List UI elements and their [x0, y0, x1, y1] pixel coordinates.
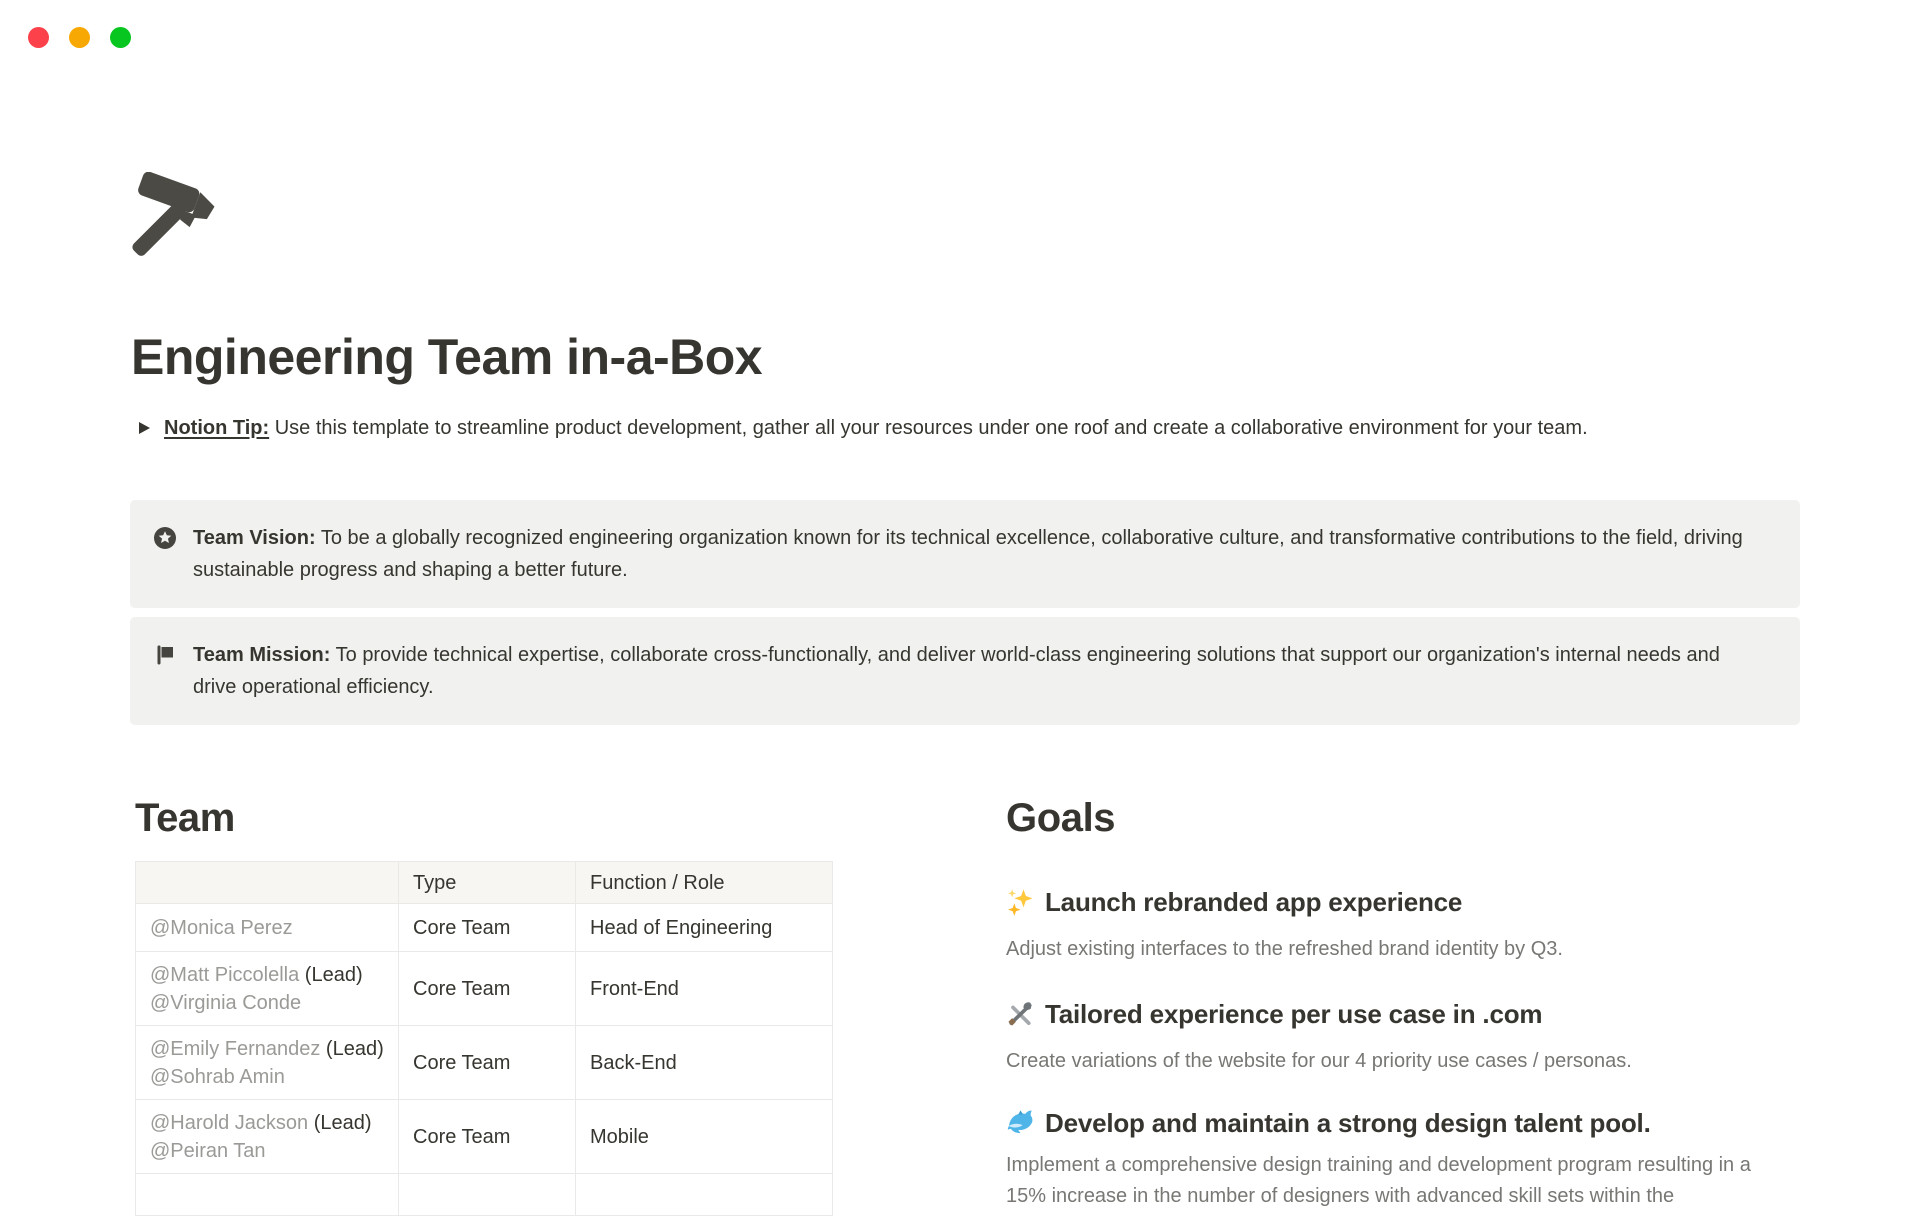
- goal-item: [1006, 997, 1806, 1077]
- star-badge-icon[interactable]: [153, 526, 177, 550]
- sparkles-icon: [1006, 888, 1034, 916]
- goal-item: [1006, 1106, 1806, 1212]
- team-vision-body: To be a globally recognized engineering organization known for its technical excellence, collaborative culture, and transformative contributions to the field, driving sustainable progress and shaping a better future.: [193, 527, 1743, 581]
- flag-icon[interactable]: [153, 643, 177, 667]
- table-row: [136, 904, 833, 952]
- team-vision-label: Team Vision:: [193, 527, 316, 549]
- type-cell[interactable]: Core Team: [399, 904, 576, 952]
- lead-suffix: (Lead): [320, 1037, 384, 1060]
- lead-suffix: (Lead): [308, 1111, 372, 1134]
- goal-title: [1006, 997, 1806, 1031]
- goals-section: [1006, 795, 1806, 1212]
- dolphin-icon: [1006, 1109, 1034, 1137]
- member-cell[interactable]: [136, 1174, 399, 1216]
- role-cell[interactable]: Front-End: [576, 952, 833, 1026]
- hammer-icon[interactable]: [128, 172, 224, 268]
- team-mission-text: [193, 639, 1753, 703]
- member-cell[interactable]: [136, 904, 399, 952]
- toggle-triangle-icon[interactable]: [138, 413, 164, 443]
- type-cell[interactable]: [399, 1174, 576, 1216]
- goal-title: [1006, 1106, 1806, 1140]
- page-title: Engineering Team in-a-Box: [131, 329, 763, 385]
- header-cell-type[interactable]: Type: [399, 862, 576, 904]
- goal-title: [1006, 885, 1806, 919]
- team-vision-callout: [130, 500, 1800, 608]
- mention-link[interactable]: @Sohrab Amin: [150, 1065, 285, 1088]
- role-cell[interactable]: Mobile: [576, 1100, 833, 1174]
- goal-description: Implement a comprehensive design training and development program resulting in a 15% increase in the number of designers with advanced skill sets within the: [1006, 1154, 1751, 1207]
- notion-tip-toggle-block: [138, 413, 1802, 443]
- mention-link[interactable]: @Monica Perez: [150, 916, 293, 939]
- goal-description: Adjust existing interfaces to the refreshed brand identity by Q3.: [1006, 938, 1563, 960]
- notion-tip-text: [164, 413, 1588, 443]
- team-vision-text: [193, 522, 1753, 586]
- team-heading: Team: [135, 796, 235, 840]
- table-header-row: [136, 862, 833, 904]
- hammer-wrench-icon: [1006, 1000, 1034, 1028]
- zoom-button[interactable]: [110, 27, 131, 48]
- mention-link[interactable]: @Peiran Tan: [150, 1139, 266, 1162]
- mention-link[interactable]: @Virginia Conde: [150, 991, 302, 1014]
- goal-description: Create variations of the website for our 4 priority use cases / personas.: [1006, 1050, 1632, 1072]
- role-cell[interactable]: Back-End: [576, 1026, 833, 1100]
- close-button[interactable]: [28, 27, 49, 48]
- notion-tip-label: Notion Tip:: [164, 417, 270, 439]
- goal-title-text: Launch rebranded app experience: [1045, 887, 1463, 917]
- type-cell[interactable]: Core Team: [399, 1100, 576, 1174]
- team-mission-body: To provide technical expertise, collaborate cross-functionally, and deliver world-class engineering solutions that support our organization's internal needs and drive operational efficiency.: [193, 644, 1720, 698]
- goal-item: [1006, 885, 1806, 965]
- table-row: [136, 1026, 833, 1100]
- mention-link[interactable]: @Harold Jackson: [150, 1111, 309, 1134]
- member-cell[interactable]: [136, 1100, 399, 1174]
- mention-link[interactable]: @Matt Piccolella: [150, 963, 300, 986]
- header-cell-name[interactable]: [136, 862, 399, 904]
- role-cell[interactable]: Head of Engineering: [576, 904, 833, 952]
- notion-tip-body: Use this template to streamline product development, gather all your resources under one roof and create a collaborative environment for your team.: [269, 417, 1588, 439]
- team-mission-callout: [130, 617, 1800, 725]
- lead-suffix: (Lead): [299, 963, 363, 986]
- type-cell[interactable]: Core Team: [399, 952, 576, 1026]
- type-cell[interactable]: Core Team: [399, 1026, 576, 1100]
- table-row: [136, 952, 833, 1026]
- team-section: [135, 795, 832, 1216]
- goals-heading: Goals: [1006, 796, 1116, 840]
- minimize-button[interactable]: [69, 27, 90, 48]
- role-cell[interactable]: [576, 1174, 833, 1216]
- mention-link[interactable]: @Emily Fernandez: [150, 1037, 321, 1060]
- team-mission-label: Team Mission:: [193, 644, 331, 666]
- goal-title-text: Develop and maintain a strong design talent pool.: [1045, 1108, 1651, 1138]
- header-cell-role[interactable]: Function / Role: [576, 862, 833, 904]
- window-controls: [28, 27, 131, 48]
- team-table: [135, 861, 833, 1216]
- table-row: [136, 1174, 833, 1216]
- member-cell[interactable]: [136, 1026, 399, 1100]
- table-row: [136, 1100, 833, 1174]
- member-cell[interactable]: [136, 952, 399, 1026]
- goal-title-text: Tailored experience per use case in .com: [1045, 999, 1543, 1029]
